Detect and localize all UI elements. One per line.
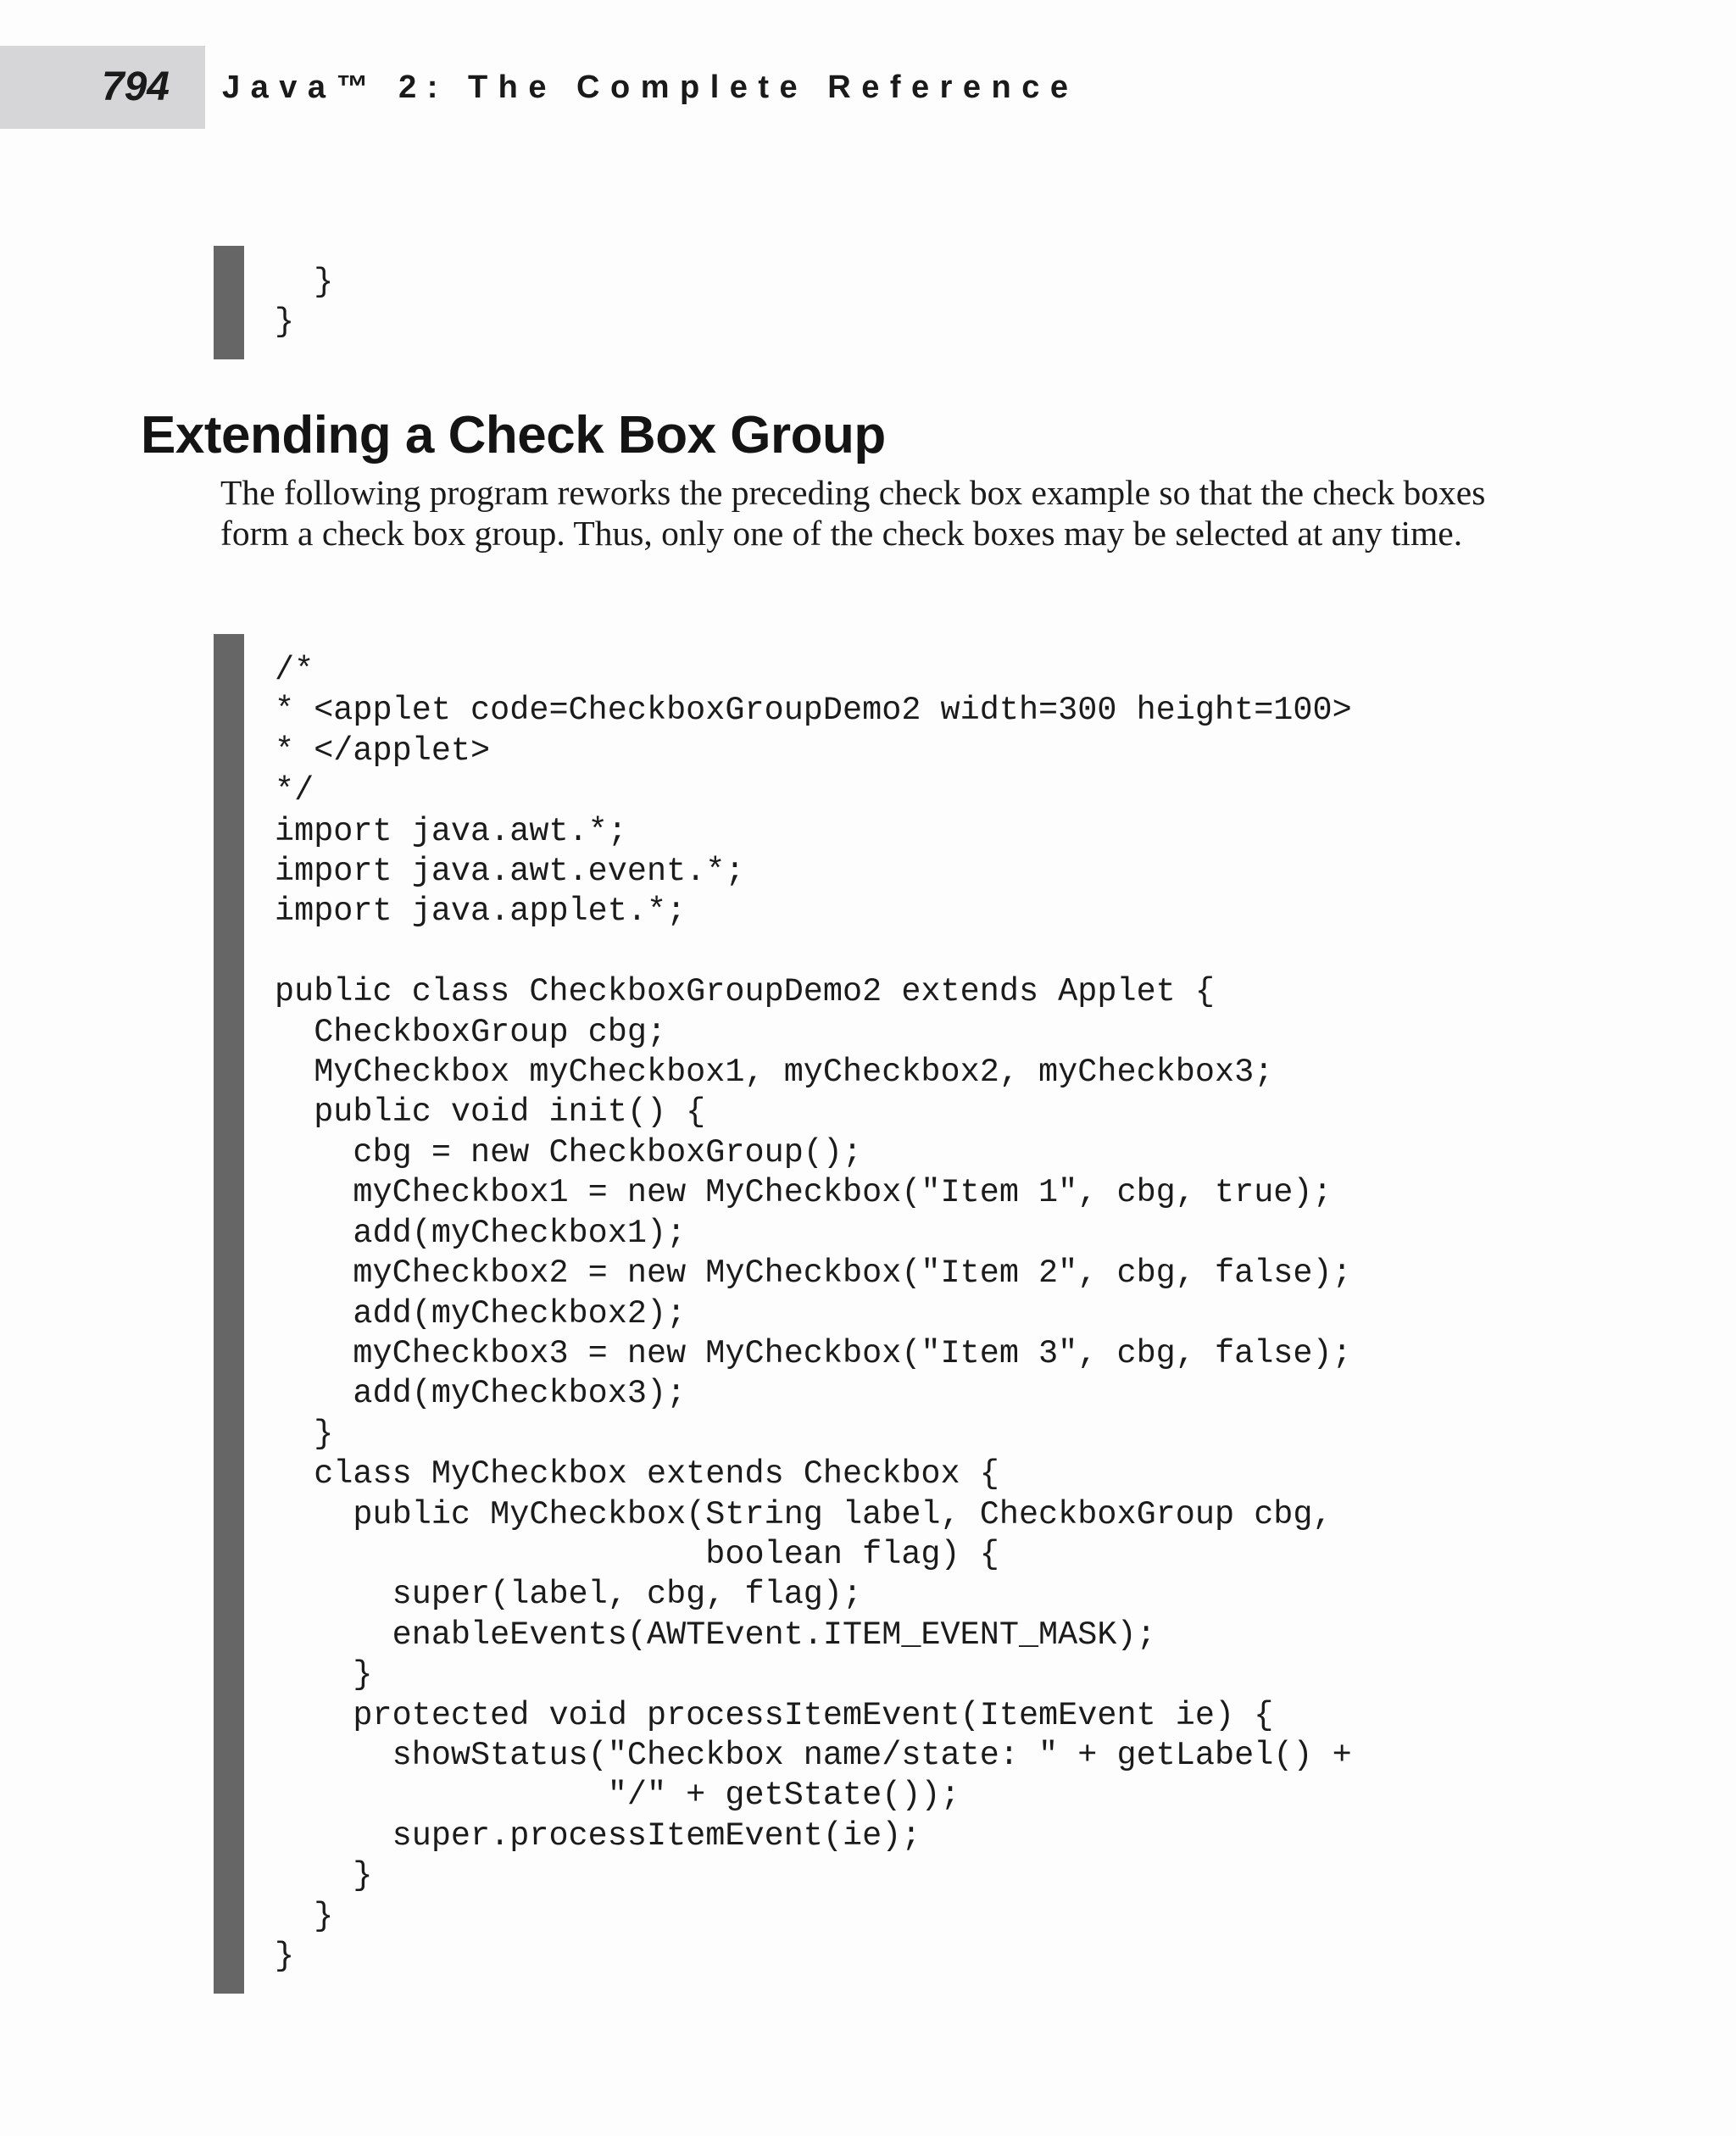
code-margin-bar-top [214,246,244,359]
running-head-title: Java™ 2: The Complete Reference [222,70,1079,105]
section-heading: Extending a Check Box Group [141,406,886,464]
code-listing-top: } } [275,264,334,342]
body-paragraph: The following program reworks the preceding check box example so that the check boxes form a check box group. Thus, only one of the check boxes may be selected at any time. [220,473,1486,553]
code-margin-bar-main [214,634,244,1994]
code-listing-main: /* * <applet code=CheckboxGroupDemo2 width=300 height=100> * </applet> */ import java.awt.*; import java.awt.event.*; import java.applet.*; public class CheckboxGroupDemo2 extends Applet { CheckboxGroup cbg; MyCheckbox myCheckbox1, myCheckbox2, myCheckbox3; public void init() { cbg = new CheckboxGroup(); myCheckbox1 = new MyCheckbox("Item 1", cbg, true); add(myCheckbox1); myCheckbox2 = new MyCheckbox("Item 2", cbg, false); add(myCheckbox2); myCheckbox3 = new MyCheckbox("Item 3", cbg, false); add(myCheckbox3); } class MyCheckbox extends Checkbox { public MyCheckbox(String label, CheckboxGroup cbg, boolean flag) { super(label, cbg, flag); enableEvents(AWTEvent.ITEM_EVENT_MASK); } protected void processItemEvent(ItemEvent ie) { showStatus("Checkbox name/state: " + getLabel() + "/" + getState()); super.processItemEvent(ie); } } } [275,652,1352,1975]
page-number: 794 [101,64,170,109]
